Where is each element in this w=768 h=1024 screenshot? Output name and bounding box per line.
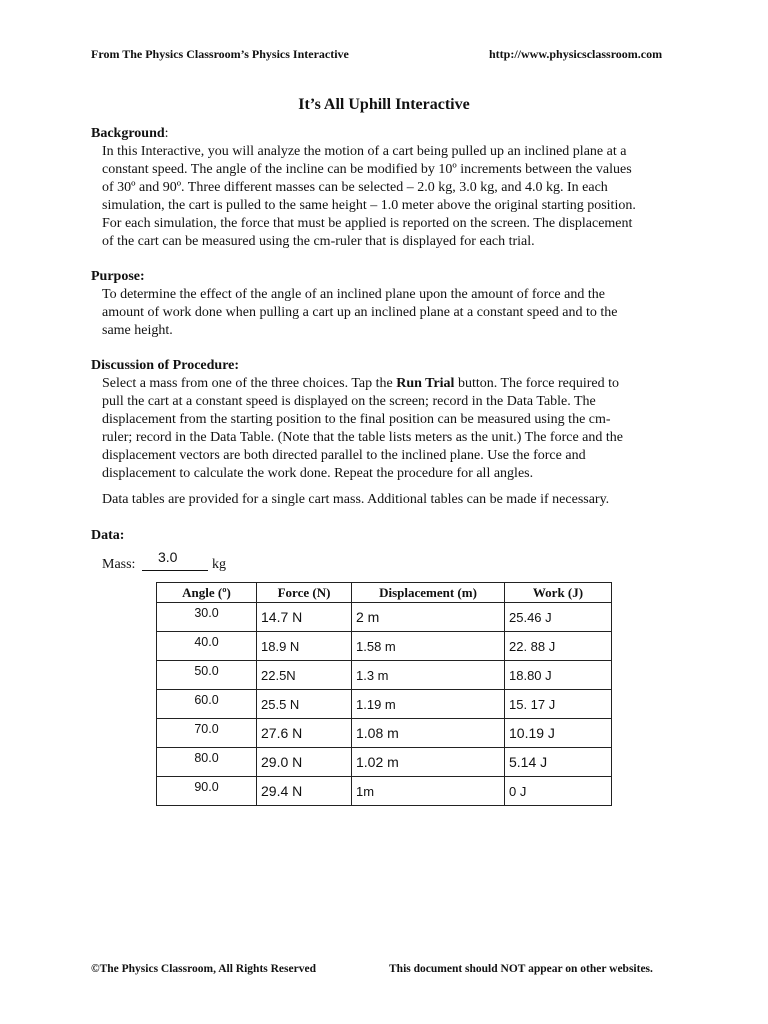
displacement-cell[interactable]: 1.58 m	[352, 632, 505, 661]
displacement-cell[interactable]: 1m	[352, 777, 505, 806]
procedure-line: displacement from the starting position to the final position can be measured using the cm-	[102, 412, 611, 427]
force-cell[interactable]: 29.0 N	[257, 748, 352, 777]
table-header-row	[157, 583, 612, 603]
column-header-force: Force (N)	[257, 583, 352, 603]
work-cell[interactable]: 22. 88 J	[505, 632, 612, 661]
work-cell[interactable]: 5.14 J	[505, 748, 612, 777]
mass-unit: kg	[212, 557, 226, 572]
mass-value: 3.0	[158, 549, 178, 565]
background-heading-text: Background	[91, 126, 165, 141]
displacement-cell[interactable]: 1.19 m	[352, 690, 505, 719]
work-cell[interactable]: 15. 17 J	[505, 690, 612, 719]
column-header-work: Work (J)	[505, 583, 612, 603]
angle-cell: 60.0	[157, 690, 257, 719]
force-cell[interactable]: 22.5N	[257, 661, 352, 690]
footer-notice: This document should NOT appear on other websites.	[389, 963, 653, 975]
displacement-cell[interactable]: 2 m	[352, 603, 505, 632]
background-line: constant speed. The angle of the incline can be modified by 10º increments between the values	[102, 162, 632, 177]
procedure-line: displacement vectors are both directed parallel to the inclined plane. Use the force and	[102, 448, 586, 463]
work-cell[interactable]: 25.46 J	[505, 603, 612, 632]
page-title: It’s All Uphill Interactive	[298, 96, 470, 113]
procedure-line	[102, 375, 676, 393]
background-line: of 30º and 90º. Three different masses can be selected – 2.0 kg, 3.0 kg, and 4.0 kg. In each	[102, 180, 608, 195]
background-heading	[91, 126, 169, 142]
table-row	[157, 603, 612, 632]
mass-label: Mass:	[102, 557, 136, 572]
procedure-note: Data tables are provided for a single cart mass. Additional tables can be made if necessary.	[102, 492, 610, 507]
procedure-heading: Discussion of Procedure:	[91, 358, 240, 373]
table-row	[157, 748, 612, 777]
angle-cell: 30.0	[157, 603, 257, 632]
procedure-line: ruler; record in the Data Table. (Note that the table lists meters as the unit.) The force and the	[102, 430, 623, 445]
purpose-line: same height.	[102, 323, 173, 338]
angle-cell: 80.0	[157, 748, 257, 777]
header-source: From The Physics Classroom’s Physics Interactive	[91, 47, 349, 61]
background-line: of the cart can be measured using the cm-ruler that is displayed for each trial.	[102, 234, 535, 249]
table-row	[157, 719, 612, 748]
force-cell[interactable]: 25.5 N	[257, 690, 352, 719]
force-cell[interactable]: 14.7 N	[257, 603, 352, 632]
procedure-paragraph	[102, 375, 676, 483]
angle-cell: 70.0	[157, 719, 257, 748]
procedure-line: pull the cart at a constant speed is displayed on the screen; record in the Data Table. The	[102, 394, 596, 409]
purpose-line: To determine the effect of the angle of an inclined plane upon the amount of force and the	[102, 287, 605, 302]
table-row	[157, 632, 612, 661]
footer-copyright: ©The Physics Classroom, All Rights Reserved	[91, 963, 316, 975]
purpose-line: amount of work done when pulling a cart up an inclined plane at a constant speed and to the	[102, 305, 618, 320]
background-line: simulation, the cart is pulled to the same height – 1.0 meter above the original starting position.	[102, 198, 636, 213]
data-heading: Data:	[91, 528, 125, 543]
mass-field[interactable]	[142, 549, 208, 571]
column-header-displacement: Displacement (m)	[352, 583, 505, 603]
work-cell[interactable]: 10.19 J	[505, 719, 612, 748]
force-cell[interactable]: 18.9 N	[257, 632, 352, 661]
work-cell[interactable]: 18.80 J	[505, 661, 612, 690]
angle-cell: 50.0	[157, 661, 257, 690]
procedure-line1-post: button. The force required to	[454, 376, 620, 391]
purpose-heading: Purpose:	[91, 269, 145, 284]
displacement-cell[interactable]: 1.08 m	[352, 719, 505, 748]
procedure-line: displacement to calculate the work done. Repeat the procedure for all angles.	[102, 466, 534, 481]
background-heading-colon: :	[164, 126, 169, 141]
purpose-paragraph	[102, 286, 676, 340]
angle-cell: 40.0	[157, 632, 257, 661]
table-row	[157, 777, 612, 806]
background-paragraph	[102, 143, 676, 251]
angle-cell: 90.0	[157, 777, 257, 806]
work-cell[interactable]: 0 J	[505, 777, 612, 806]
displacement-cell[interactable]: 1.02 m	[352, 748, 505, 777]
background-line: In this Interactive, you will analyze the motion of a cart being pulled up an inclined plane at a	[102, 144, 627, 159]
background-line: For each simulation, the force that must be applied is reported on the screen. The displacement	[102, 216, 633, 231]
table-row	[157, 661, 612, 690]
force-cell[interactable]: 27.6 N	[257, 719, 352, 748]
run-trial-label: Run Trial	[396, 376, 455, 391]
displacement-cell[interactable]: 1.3 m	[352, 661, 505, 690]
column-header-angle: Angle (º)	[157, 583, 257, 603]
table-row	[157, 690, 612, 719]
data-table	[156, 582, 612, 806]
header-url: http://www.physicsclassroom.com	[489, 47, 663, 61]
procedure-line1-pre: Select a mass from one of the three choices. Tap the	[102, 376, 397, 391]
force-cell[interactable]: 29.4 N	[257, 777, 352, 806]
